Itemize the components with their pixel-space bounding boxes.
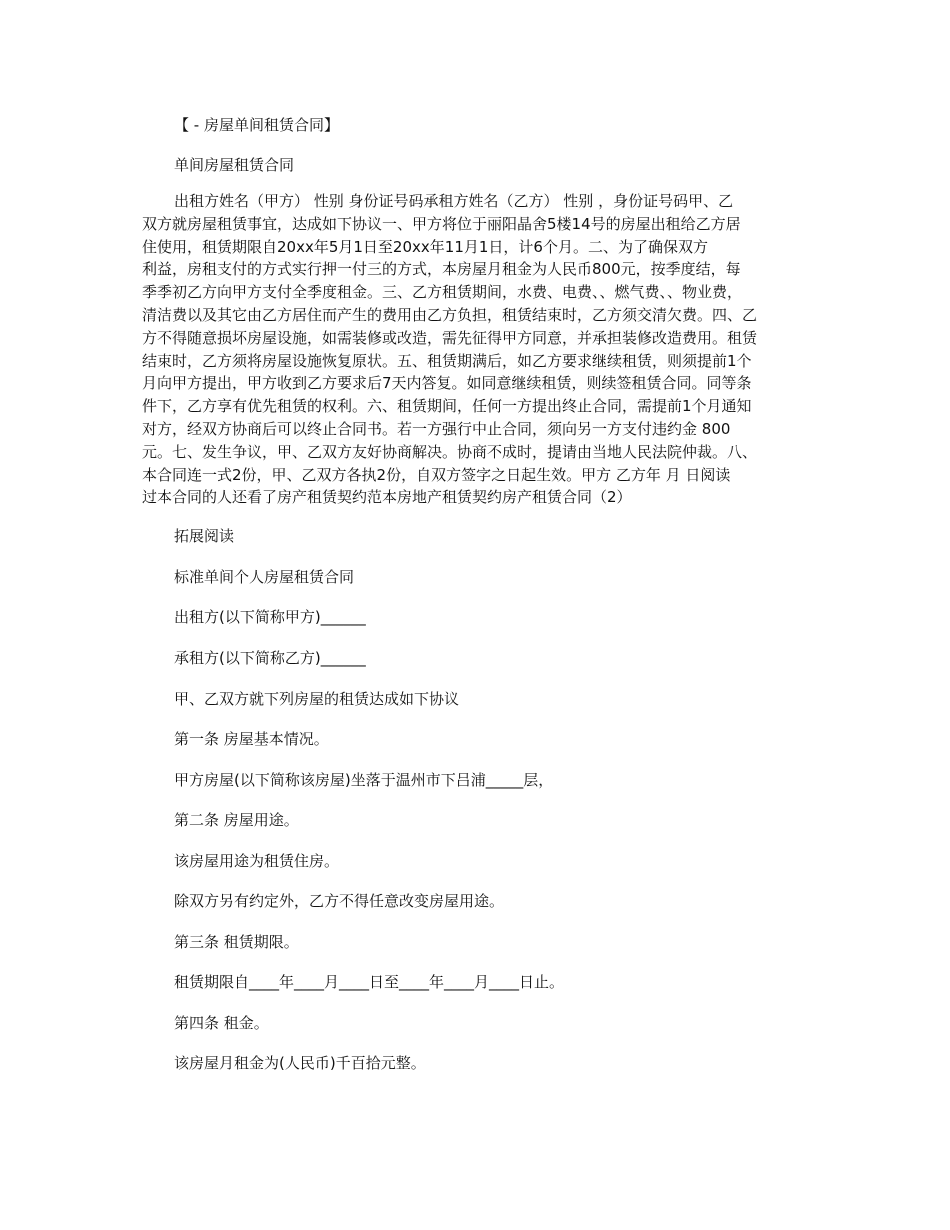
article-4-text: 该房屋月租金为(人民币)千百拾元整。 (174, 1054, 426, 1072)
article-3-text: 租赁期限自____年____月____日至____年____月____日止。 (174, 973, 565, 991)
lessor-line: 出租方(以下简称甲方)______ (174, 608, 366, 626)
article-1-text: 甲方房屋(以下简称该房屋)坐落于温州市下吕浦_____层， (174, 771, 554, 789)
body-line: 本合同连一式2份，甲、乙双方各执2份，自双方签字之日起生效。甲方 乙方年 月 日阅读 (142, 465, 731, 484)
contract-subtitle: 单间房屋租赁合同 (174, 156, 295, 174)
body-line: 过本合同的人还看了房产租赁契约范本房地产租赁契约房产租赁合同（2） (142, 488, 632, 507)
document-title: 【 - 房屋单间租赁合同】 (174, 116, 339, 134)
extended-reading-heading: 拓展阅读 (174, 527, 235, 545)
body-line: 结束时，乙方须将房屋设施恢复原状。五、租赁期满后，如乙方要求继续租赁，则须提前1个 (142, 351, 752, 370)
body-line: 利益，房租支付的方式实行押一付三的方式，本房屋月租金为人民币800元，按季度结，每 (142, 260, 741, 279)
body-line: 双方就房屋租赁事宜，达成如下协议一、甲方将位于丽阳晶舍5楼14号的房屋出租给乙方居 (142, 214, 741, 233)
body-line: 出租方姓名（甲方） 性别 身份证号码承租方姓名（乙方） 性别 ，身份证号码甲、乙 (174, 192, 734, 210)
body-line: 元。七、发生争议，甲、乙双方友好协商解决。协商不成时，提请由当地人民法院仲裁。八、 (142, 442, 758, 461)
body-line: 月向甲方提出，甲方收到乙方要求后7天内答复。如同意继续租赁，则续签租赁合同。同等条 (142, 374, 752, 393)
agreement-line: 甲、乙双方就下列房屋的租赁达成如下协议 (174, 690, 460, 708)
article-2-text-2: 除双方另有约定外，乙方不得任意改变房屋用途。 (174, 892, 505, 910)
body-line: 季季初乙方向甲方支付全季度租金。三、乙方租赁期间，水费、电费、、燃气费、、物业费， (142, 283, 743, 302)
article-2-text-1: 该房屋用途为租赁住房。 (174, 852, 340, 870)
body-line: 方不得随意损坏房屋设施，如需装修或改造，需先征得甲方同意，并承担装修改造费用。租赁 (142, 328, 758, 347)
article-1-title: 第一条 房屋基本情况。 (174, 730, 329, 748)
contract-body-paragraph (142, 190, 812, 509)
body-line: 对方，经双方协商后可以终止合同书。若一方强行中止合同，须向另一方支付违约金 800 (142, 419, 731, 438)
body-line: 件下，乙方享有优先租赁的权利。六、租赁期间，任何一方提出终止合同，需提前1个月通知 (142, 397, 752, 416)
article-4-title: 第四条 租金。 (174, 1014, 269, 1032)
article-2-title: 第二条 房屋用途。 (174, 811, 299, 829)
article-3-title: 第三条 租赁期限。 (174, 933, 299, 951)
body-line: 住使用，租赁期限自20xx年5月1日至20xx年11月1日，计6个月。二、为了确保双方 (142, 237, 708, 256)
body-line: 清洁费以及其它由乙方居住而产生的费用由乙方负担，租赁结束时，乙方须交清欠费。四、乙 (142, 305, 758, 324)
standard-contract-title: 标准单间个人房屋租赁合同 (174, 568, 355, 586)
lessee-line: 承租方(以下简称乙方)______ (174, 649, 366, 667)
